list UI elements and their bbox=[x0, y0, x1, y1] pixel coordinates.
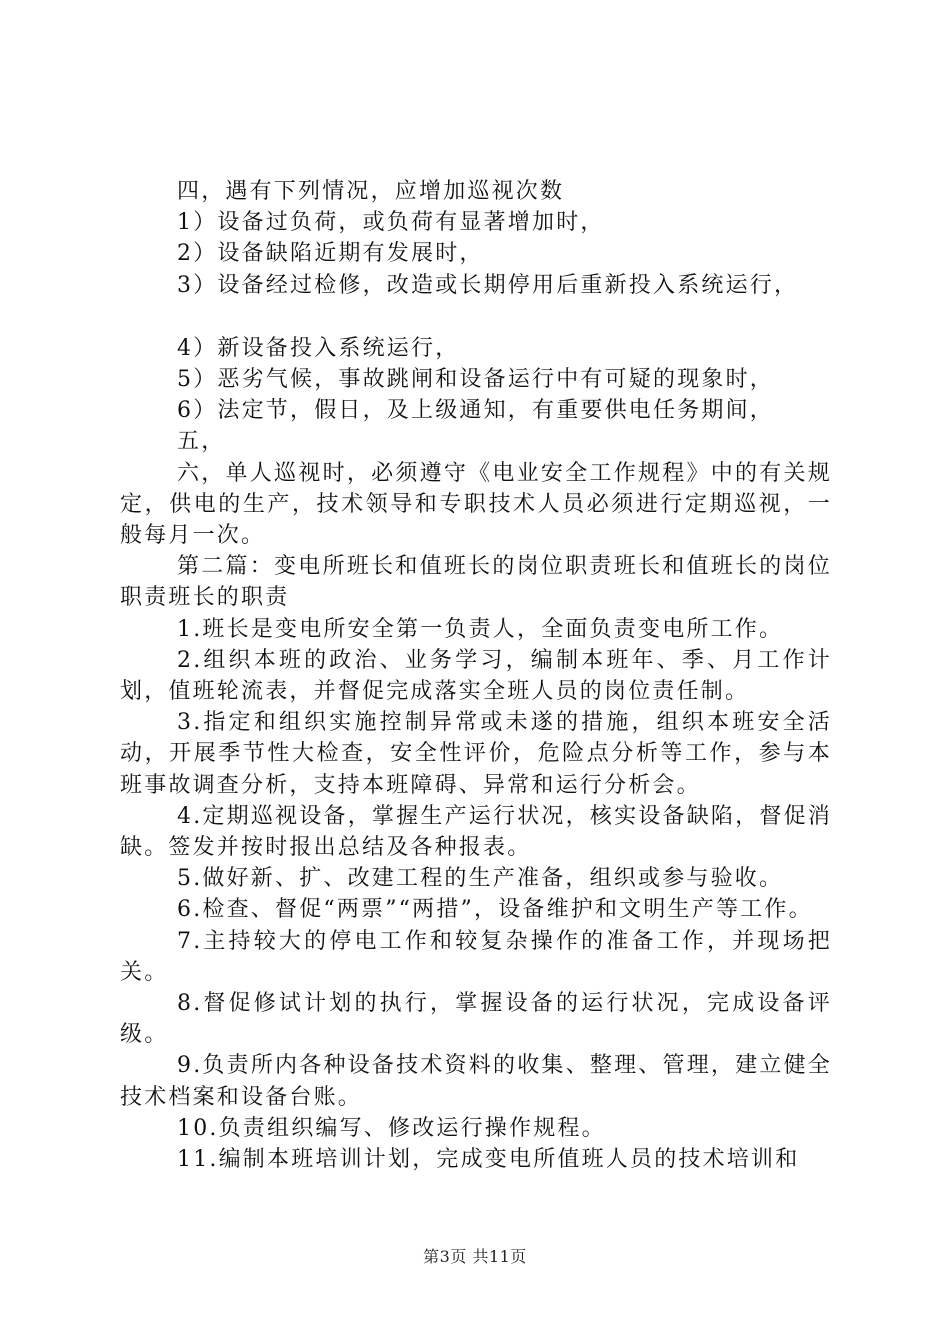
document-body bbox=[120, 176, 832, 1175]
duty-item: 3.指定和组织实施控制异常或未遂的措施，组织本班安全活动，开展季节性大检查，安全性评价，危险点分析等工作，参与本班事故调查分析，支持本班障碍、异常和运行分析会。 bbox=[120, 710, 832, 798]
section-five-heading: 五， bbox=[177, 429, 226, 455]
duty-item: 7.主持较大的停电工作和较复杂操作的准备工作，并现场把关。 bbox=[120, 928, 832, 985]
chapter-two-title: 第二篇：变电所班长和值班长的岗位职责班长和值班长的岗位职责班长的职责 bbox=[120, 554, 832, 611]
duty-item: 8.督促修试计划的执行，掌握设备的运行状况，完成设备评级。 bbox=[120, 991, 832, 1048]
duty-item: 2.组织本班的政治、业务学习，编制本班年、季、月工作计划，值班轮流表，并督促完成落实全班人员的岗位责任制。 bbox=[120, 647, 832, 705]
list-item: 6）法定节，假日，及上级通知，有重要供电任务期间， bbox=[177, 398, 774, 424]
duty-item: 6.检查、督促“两票”“两措”，设备维护和文明生产等工作。 bbox=[177, 897, 813, 923]
duty-item: 1.班长是变电所安全第一负责人，全面负责变电所工作。 bbox=[177, 616, 784, 642]
page-number-footer: 第3页 共11页 bbox=[423, 1247, 527, 1266]
list-item: 3）设备经过检修，改造或长期停用后重新投入系统运行， bbox=[177, 272, 799, 298]
duty-item: 11.编制本班培训计划，完成变电所值班人员的技术培训和 bbox=[177, 1147, 800, 1173]
list-item: 1）设备过负荷，或负荷有显著增加时， bbox=[177, 210, 605, 236]
duty-item: 9.负责所内各种设备技术资料的收集、整理、管理，建立健全技术档案和设备台账。 bbox=[120, 1053, 832, 1110]
list-item: 2）设备缺陷近期有发展时， bbox=[177, 241, 484, 267]
duty-item: 10.负责组织编写、修改运行操作规程。 bbox=[177, 1115, 606, 1141]
list-item: 4）新设备投入系统运行， bbox=[177, 335, 460, 361]
list-item: 5）恶劣气候，事故跳闸和设备运行中有可疑的现象时， bbox=[177, 367, 774, 393]
section-six-paragraph: 六，单人巡视时，必须遵守《电业安全工作规程》中的有关规定，供电的生产，技术领导和专职技术人员必须进行定期巡视，一般每月一次。 bbox=[120, 460, 832, 549]
blank-line bbox=[120, 301, 832, 333]
duty-item: 4.定期巡视设备，掌握生产运行状况，核实设备缺陷，督促消缺。签发并按时报出总结及各种报表。 bbox=[120, 803, 832, 861]
section-four-heading: 四，遇有下列情况，应增加巡视次数 bbox=[177, 179, 565, 204]
duty-item: 5.做好新、扩、改建工程的生产准备，组织或参与验收。 bbox=[177, 866, 784, 892]
